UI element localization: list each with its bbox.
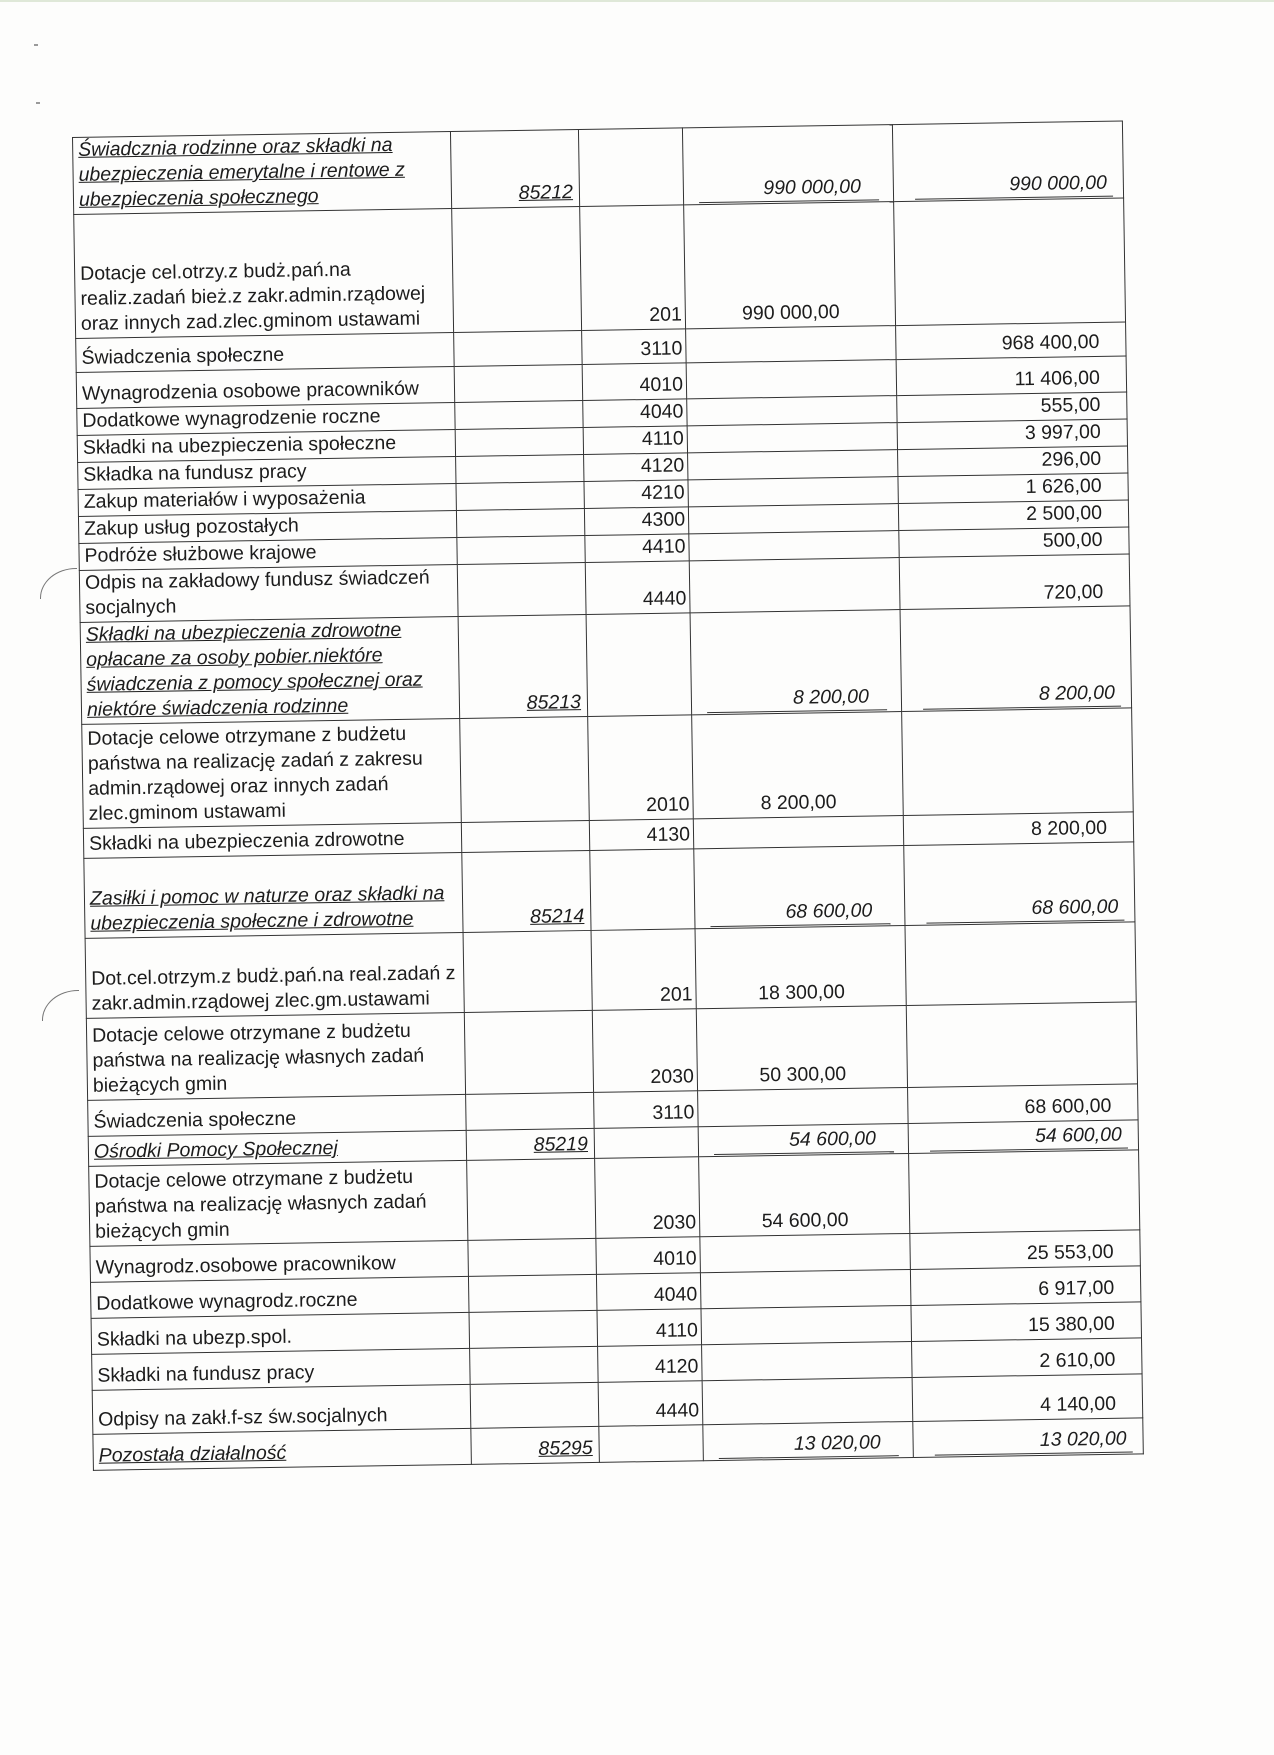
expense-amount	[912, 1374, 1143, 1422]
income-amount-text: 990 000,00	[741, 300, 840, 325]
paragraph-code	[598, 1345, 703, 1383]
row-name	[90, 1240, 469, 1282]
paragraph-code	[583, 426, 687, 455]
income-amount	[703, 1421, 914, 1460]
paragraph-code-text: 201	[659, 983, 693, 1006]
expense-amount-text: 990 000,00	[915, 171, 1113, 200]
expense-amount-text: 2 610,00	[1039, 1348, 1116, 1372]
row-name-text: Składki na ubezpieczenia zdrowotne opłacane za osoby pobier.niektóre świadczenia z pomocy społecznej oraz niektóre świadczenia rodzinne	[85, 618, 423, 721]
section-code	[455, 428, 583, 457]
paragraph-code	[589, 819, 693, 851]
expense-amount	[913, 1418, 1144, 1458]
income-amount	[700, 1233, 911, 1272]
row-name-text: Zakup materiałów i wyposażenia	[83, 486, 366, 513]
expense-amount-text: 2 500,00	[1025, 501, 1103, 526]
expense-amount-text: 1 626,00	[1025, 474, 1102, 499]
punch-hole-mark	[42, 990, 79, 1021]
expense-amount-text: 68 600,00	[1024, 1094, 1112, 1119]
paragraph-code	[582, 329, 687, 365]
section-code	[460, 716, 590, 822]
income-amount	[687, 423, 897, 453]
paragraph-code-text: 4440	[642, 587, 687, 611]
row-name-text: Dotacje celowe otrzymane z budżetu państwa na realizację własnych zadań bieżących gmin	[94, 1165, 427, 1243]
expense-amount	[898, 446, 1128, 477]
section-code-text: 85212	[518, 181, 574, 204]
income-amount	[698, 1123, 908, 1156]
section-code	[470, 1346, 599, 1384]
paragraph-code	[586, 613, 692, 717]
expense-amount-text: 720,00	[1043, 580, 1104, 604]
row-name-text: Odpisy na zakł.f-sz św.socjalnych	[97, 1404, 388, 1431]
section-code-text: 85213	[526, 691, 582, 714]
income-amount	[688, 477, 898, 507]
section-code	[458, 614, 588, 718]
income-amount-text: 8 200,00	[707, 684, 887, 713]
budget-table	[72, 120, 1144, 1470]
section-code	[450, 130, 579, 209]
paragraph-code-text: 2030	[650, 1065, 695, 1089]
row-name	[90, 1276, 469, 1318]
row-name-text: Składki na fundusz pracy	[97, 1361, 315, 1387]
row-name	[93, 1428, 472, 1470]
income-amount-text: 990 000,00	[699, 174, 879, 203]
section-code	[454, 365, 583, 403]
section-code	[470, 1382, 599, 1428]
expense-amount-text: 4 140,00	[1039, 1392, 1117, 1416]
paragraph-code	[594, 1127, 698, 1159]
paragraph-code	[599, 1425, 704, 1463]
expense-amount	[908, 1120, 1138, 1154]
row-name-text: Dotacje cel.otrzy.z budż.pań.na realiz.zadań bież.z zakr.admin.rządowej oraz innych zad.zlec.gminom ustawami	[79, 258, 426, 335]
row-name-text: Zasiłki i pomoc w naturze oraz składki na ubezpieczenia społeczne i zdrowotne	[89, 882, 445, 935]
income-amount-text: 68 600,00	[710, 898, 890, 927]
expense-amount-text: 54 600,00	[930, 1123, 1128, 1152]
budget-table-body	[73, 121, 1144, 1470]
scan-speck	[36, 102, 40, 104]
income-amount	[686, 326, 897, 363]
expense-amount	[909, 1150, 1140, 1234]
paragraph-code	[584, 453, 688, 482]
expense-amount	[896, 322, 1127, 360]
row-name	[88, 1094, 467, 1136]
row-name	[86, 1012, 465, 1100]
income-amount-text: 54 600,00	[761, 1208, 849, 1233]
income-amount	[692, 712, 904, 819]
paragraph-code-text: 4110	[655, 1319, 698, 1342]
row-name	[80, 616, 460, 724]
expense-amount-text: 13 020,00	[934, 1427, 1132, 1456]
paragraph-code	[585, 561, 690, 615]
expense-amount	[899, 527, 1129, 558]
row-name-text: Podróże służbowe krajowe	[84, 541, 317, 567]
paragraph-code-text: 4210	[641, 481, 685, 505]
income-amount	[689, 558, 900, 613]
paragraph-code-text: 4010	[639, 373, 684, 397]
section-code	[456, 455, 584, 484]
section-code	[468, 1238, 597, 1276]
row-name-text: Dotacje celowe otrzymane z budżetu państwa na realizację własnych zadań bieżących gmin	[91, 1019, 425, 1097]
row-name-text: Świadczenia społeczne	[81, 343, 285, 369]
expense-amount	[894, 198, 1126, 326]
expense-amount	[912, 1338, 1143, 1378]
expense-amount-text: 3 997,00	[1024, 420, 1101, 445]
scan-speck	[34, 44, 38, 46]
paragraph-code	[598, 1381, 703, 1427]
expense-amount-text: 555,00	[1040, 393, 1101, 417]
paragraph-code-text: 4120	[640, 454, 685, 478]
expense-amount-text: 500,00	[1042, 528, 1103, 552]
expense-amount	[899, 554, 1130, 610]
expense-amount	[898, 500, 1128, 531]
income-amount	[701, 1305, 912, 1344]
row-name-text: Odpis na zakładowy fundusz świadczeń socjalnych	[84, 566, 430, 619]
paragraph-code	[585, 534, 689, 563]
income-amount	[695, 926, 906, 1009]
expense-amount	[903, 812, 1133, 846]
income-amount	[696, 1006, 907, 1091]
income-amount-text: 18 300,00	[757, 980, 846, 1005]
row-name	[85, 932, 464, 1018]
expense-amount	[910, 1230, 1141, 1270]
income-amount	[694, 846, 905, 929]
row-name-text: Dodatkowe wynagrodz.roczne	[96, 1288, 358, 1315]
expense-amount-text: 6 917,00	[1038, 1276, 1115, 1300]
row-name-text: Zakup usług pozostałych	[83, 514, 299, 540]
section-code	[455, 401, 583, 430]
paragraph-code	[584, 507, 688, 536]
section-code	[452, 207, 582, 333]
expense-amount	[900, 606, 1132, 712]
row-name-text: Wynagrodzenia osobowe pracowników	[81, 377, 420, 405]
row-name-text: Dodatkowe wynagrodzenie roczne	[82, 405, 381, 432]
paragraph-code-text: 4120	[654, 1355, 699, 1378]
expense-amount	[908, 1084, 1139, 1124]
expense-amount-text: 296,00	[1041, 447, 1102, 471]
section-code	[469, 1310, 598, 1348]
table-row	[82, 708, 1134, 828]
section-code	[468, 1274, 597, 1312]
paragraph-code-text: 4110	[641, 427, 684, 451]
income-amount	[702, 1377, 913, 1424]
section-code	[464, 1010, 593, 1094]
income-amount	[687, 396, 897, 426]
paragraph-code-text: 2010	[646, 793, 690, 817]
paragraph-code	[582, 363, 687, 401]
scan-top-edge	[0, 0, 1274, 2]
paragraph-code-text: 4130	[646, 823, 691, 847]
row-name-text: Pozostała działalność	[98, 1441, 287, 1467]
income-amount	[698, 1087, 909, 1126]
paragraph-code	[584, 480, 688, 509]
section-heading-row	[80, 606, 1131, 724]
income-amount-text: 50 300,00	[759, 1062, 847, 1087]
row-name-text: Składki na ubezpieczenia społeczne	[82, 431, 397, 459]
expense-amount	[910, 1266, 1141, 1306]
section-code	[463, 930, 592, 1012]
paragraph-code-text: 4300	[641, 508, 686, 532]
expense-amount	[911, 1302, 1142, 1342]
income-amount	[702, 1341, 913, 1380]
paragraph-code	[580, 205, 686, 331]
expense-amount	[897, 419, 1127, 450]
row-name-text: Świadczenia społeczne	[93, 1107, 297, 1133]
paragraph-code-text: 4040	[653, 1283, 698, 1307]
row-name-text: Wynagrodz.osobowe pracownikow	[95, 1252, 396, 1279]
budget-page	[72, 120, 1144, 1470]
expense-amount	[906, 1002, 1137, 1088]
paragraph-code	[588, 715, 694, 821]
row-name	[76, 367, 455, 409]
income-amount	[684, 202, 896, 329]
section-code-text: 85295	[538, 1436, 593, 1460]
table-row	[74, 198, 1126, 338]
income-amount-text: 54 600,00	[714, 1126, 894, 1155]
section-code	[466, 1128, 594, 1160]
section-code	[466, 1092, 595, 1130]
paragraph-code	[594, 1091, 699, 1129]
income-amount	[688, 450, 898, 480]
paragraph-code-text: 4010	[653, 1247, 697, 1271]
expense-amount	[902, 708, 1134, 816]
income-amount	[690, 610, 902, 715]
section-code	[462, 850, 591, 932]
income-amount	[682, 125, 893, 205]
row-name-text: Dot.cel.otrzym.z budż.pań.na real.zadań z zakr.admin.rządowej zlec.gm.ustawami	[91, 962, 456, 1015]
section-code	[461, 820, 589, 852]
section-code	[467, 1158, 596, 1240]
income-amount-text: 13 020,00	[718, 1430, 898, 1459]
section-code-text: 85219	[533, 1133, 589, 1156]
section-code	[457, 535, 585, 564]
paragraph-code	[590, 849, 695, 931]
expense-amount	[896, 356, 1127, 396]
paragraph-code	[595, 1157, 700, 1239]
expense-amount-text: 68 600,00	[926, 895, 1124, 924]
expense-amount-text: 8 200,00	[1030, 816, 1108, 841]
row-name-text: Składki na ubezpieczenia zdrowotne	[88, 827, 405, 855]
paragraph-code	[591, 929, 696, 1011]
income-amount	[689, 531, 899, 561]
expense-amount	[898, 473, 1128, 504]
expense-amount	[892, 121, 1123, 202]
income-amount	[693, 816, 903, 849]
section-code	[454, 331, 583, 367]
income-amount-text: 8 200,00	[760, 791, 837, 815]
paragraph-code	[578, 128, 683, 207]
paragraph-code-text: 4040	[639, 400, 684, 424]
row-name-text: Składka na fundusz pracy	[83, 460, 307, 486]
row-name	[84, 852, 463, 938]
row-name	[79, 565, 458, 623]
row-name	[82, 718, 462, 828]
row-name	[74, 209, 454, 339]
section-code-text: 85214	[529, 905, 585, 928]
expense-amount-text: 15 380,00	[1027, 1312, 1115, 1337]
paragraph-code-text: 2030	[652, 1211, 697, 1235]
paragraph-code	[583, 399, 687, 428]
section-code	[456, 508, 584, 537]
row-name	[73, 132, 452, 215]
expense-amount-text: 25 553,00	[1026, 1240, 1114, 1265]
row-name	[89, 1160, 468, 1246]
section-code	[457, 562, 586, 616]
row-name-text: Ośrodki Pomocy Społecznej	[93, 1136, 338, 1163]
row-name-text: Świadcznia rodzinne oraz składki na ubezpieczenia emerytalne i rentowe z ubezpieczenia społecznego	[78, 133, 405, 211]
row-name-text: Dotacje celowe otrzymane z budżetu państwa na realizację zadań z zakresu admin.rządowej oraz innych zadań zlec.gminom ustawami	[87, 722, 423, 825]
row-name	[91, 1312, 470, 1354]
paragraph-code	[596, 1273, 701, 1311]
paragraph-code	[592, 1009, 697, 1093]
expense-amount-text: 968 400,00	[1001, 330, 1100, 355]
expense-amount	[904, 842, 1135, 926]
row-name	[92, 1348, 471, 1390]
expense-amount-text: 11 406,00	[1014, 366, 1101, 391]
paragraph-code-text: 201	[649, 303, 683, 326]
expense-amount	[897, 392, 1127, 423]
row-name-text: Składki na ubezp.spol.	[96, 1325, 293, 1351]
income-amount	[700, 1269, 911, 1308]
expense-amount-text: 8 200,00	[923, 681, 1121, 710]
income-amount	[686, 360, 897, 399]
paragraph-code	[596, 1237, 701, 1275]
paragraph-code-text: 4410	[641, 535, 686, 559]
income-amount	[699, 1153, 910, 1236]
paragraph-code-text: 3110	[652, 1101, 695, 1125]
section-code	[456, 482, 584, 511]
row-name	[92, 1384, 471, 1434]
paragraph-code-text: 4440	[655, 1399, 700, 1422]
income-amount	[688, 504, 898, 534]
expense-amount	[905, 922, 1136, 1006]
paragraph-code-text: 3110	[640, 337, 683, 361]
paragraph-code	[597, 1309, 702, 1347]
punch-hole-mark	[40, 568, 77, 599]
section-code	[471, 1426, 600, 1464]
